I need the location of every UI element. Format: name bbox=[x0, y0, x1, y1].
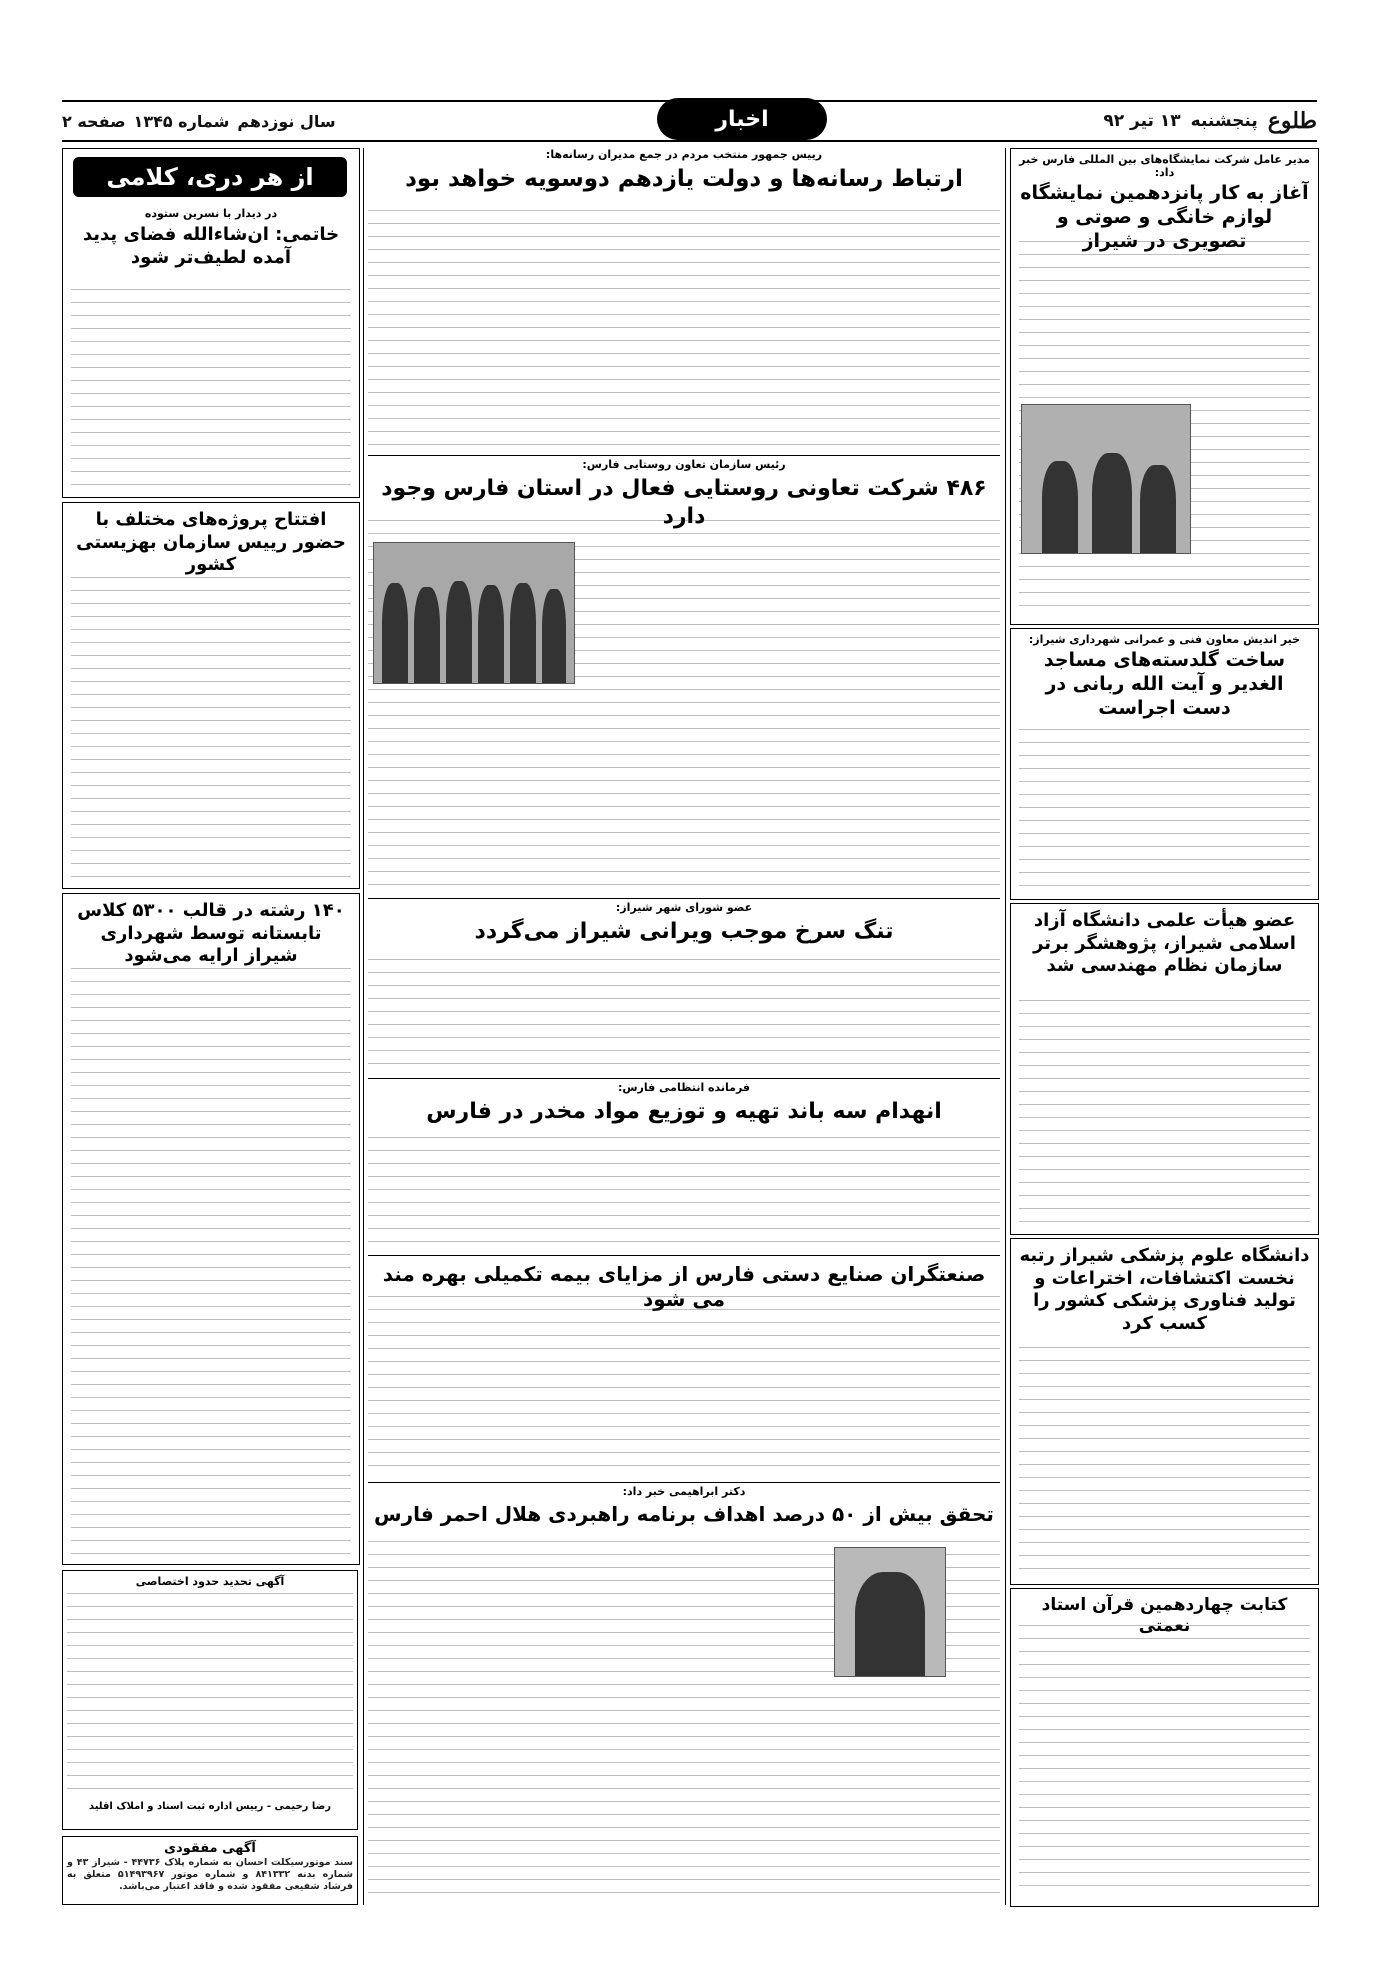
coop-photo bbox=[373, 542, 575, 684]
mosque-headline: ساخت گلدسته‌های مساجد الغدیر و آیت الله ربانی در دست اجراست bbox=[1043, 649, 1286, 719]
classes-body bbox=[71, 968, 351, 1556]
expo-article bbox=[1010, 148, 1319, 625]
mosque-article bbox=[1010, 628, 1319, 900]
coop-article bbox=[368, 458, 1000, 896]
drugs-kicker: فرمانده انتظامی فارس: bbox=[617, 1081, 751, 1094]
redcrescent-photo bbox=[834, 1547, 946, 1677]
proverb-headline: خاتمی: ان‌شاءالله فضای پدید آمده لطیف‌تر شود bbox=[82, 224, 340, 268]
issue-date: ۱۳ تیر ۹۲ bbox=[1103, 111, 1181, 131]
crafts-article bbox=[368, 1260, 1000, 1480]
notice-ad-1-footer: رضا رحیمی - رییس اداره ثبت اسناد و املاک اقلید bbox=[88, 1800, 332, 1812]
quran-article bbox=[1010, 1588, 1319, 1907]
redcrescent-kicker: دکتر ابراهیمی خبر داد: bbox=[622, 1485, 746, 1498]
media-kicker: رییس جمهور منتخب مردم در جمع مدیران رسانه‌ها: bbox=[545, 148, 823, 161]
mosque-body bbox=[1019, 729, 1310, 891]
issue-day: پنجشنبه bbox=[1190, 111, 1258, 131]
page-number: صفحه ۲ bbox=[62, 111, 126, 131]
faculty-body bbox=[1019, 1000, 1310, 1226]
redcrescent-headline: تحقق بیش از ۵۰ درصد اهداف برنامه راهبردی هلال احمر فارس bbox=[374, 1502, 994, 1526]
redcrescent-article bbox=[368, 1485, 1000, 1905]
medical-body bbox=[1019, 1347, 1310, 1575]
council-headline: تنگ سرخ موجب ویرانی شیراز می‌گردد bbox=[474, 919, 894, 944]
coop-headline: ۴۸۶ شرکت تعاونی روستایی فعال در استان فارس وجود دارد bbox=[381, 476, 987, 529]
notice-ad-2-title: آگهی مفقودی bbox=[164, 1841, 256, 1856]
classes-headline: ۱۴۰ رشته در قالب ۵۳۰۰ کلاس تابستانه توسط شهرداری شیراز ارایه می‌شود bbox=[77, 900, 345, 966]
notice-ad-1 bbox=[62, 1570, 358, 1830]
medical-article bbox=[1010, 1238, 1319, 1585]
welfare-article bbox=[62, 502, 360, 889]
quran-headline: کتابت چهاردهمین قرآن استاد نعمتی bbox=[1041, 1595, 1288, 1637]
expo-kicker: مدیر عامل شرکت نمایشگاه‌های بین المللی فارس خبر داد: bbox=[1019, 153, 1310, 179]
newspaper-logo: طلوع bbox=[1267, 108, 1317, 134]
classes-article bbox=[62, 893, 360, 1565]
expo-photo bbox=[1021, 404, 1191, 554]
drugs-article bbox=[368, 1081, 1000, 1253]
media-body bbox=[368, 210, 1000, 448]
proverb-banner: از هر دری، کلامی bbox=[73, 157, 347, 197]
notice-ad-1-body bbox=[67, 1593, 353, 1801]
year-label: سال نوزدهم bbox=[237, 111, 336, 131]
faculty-article bbox=[1010, 903, 1319, 1235]
quran-body bbox=[1019, 1625, 1310, 1897]
notice-ad-1-title: آگهی تحدید حدود اختصاصی bbox=[135, 1575, 285, 1588]
coop-kicker: رئیس سازمان تعاون روستایی فارس: bbox=[582, 458, 786, 471]
faculty-headline: عضو هیأت علمی دانشگاه آزاد اسلامی شیراز، پژوهشگر برتر سازمان نظام مهندسی شد bbox=[1033, 910, 1296, 976]
proverb-article bbox=[62, 148, 360, 498]
welfare-body bbox=[71, 577, 351, 881]
notice-ad-2-body: سند موتورسیکلت احسان به شماره پلاک ۴۴۷۳۶ - شیراز ۴۳ و شماره بدنه ۸۴۱۳۳۲ و شماره موتور ۵۱۴۹۳۹۶۷ متعلق به فرشاد شفیعی مفقود شده و فاقد اعتبار می‌باشد. bbox=[67, 1857, 353, 1893]
media-headline: ارتباط رسانه‌ها و دولت یازدهم دوسویه خواهد بود bbox=[405, 166, 963, 192]
council-body bbox=[368, 959, 1000, 1071]
proverb-body bbox=[71, 289, 351, 489]
section-title: اخبار bbox=[657, 98, 827, 140]
mosque-kicker: خیر اندیش معاون فنی و عمرانی شهرداری شیراز: bbox=[1028, 633, 1301, 646]
masthead-left bbox=[62, 102, 336, 140]
issue-number: شماره ۱۳۴۵ bbox=[133, 111, 230, 131]
expo-headline: آغاز به کار پانزدهمین نمایشگاه لوازم خانگی و صوتی و تصویری در شیراز bbox=[1020, 182, 1309, 252]
notice-ad-2 bbox=[62, 1836, 358, 1905]
crafts-body bbox=[368, 1296, 1000, 1476]
council-article bbox=[368, 901, 1000, 1076]
proverb-kicker: در دیدار با نسرین ستوده bbox=[144, 207, 278, 220]
drugs-body bbox=[368, 1137, 1000, 1249]
drugs-headline: انهدام سه باند تهیه و توزیع مواد مخدر در فارس bbox=[426, 1099, 942, 1124]
welfare-headline: افتتاح پروژه‌های مختلف با حضور رییس سازمان بهزیستی کشور bbox=[76, 509, 346, 575]
crafts-headline: صنعتگران صنایع دستی فارس از مزایای بیمه تکمیلی بهره مند می شود bbox=[382, 1262, 986, 1311]
masthead-right bbox=[1103, 102, 1317, 140]
medical-headline: دانشگاه علوم پزشکی شیراز رتبه نخست اکتشافات، اختراعات و تولید فناوری پزشکی کشور را کسب کرد bbox=[1019, 1245, 1310, 1334]
council-kicker: عضو شورای شهر شیراز: bbox=[615, 901, 753, 914]
media-article bbox=[368, 148, 1000, 453]
masthead bbox=[62, 100, 1317, 142]
